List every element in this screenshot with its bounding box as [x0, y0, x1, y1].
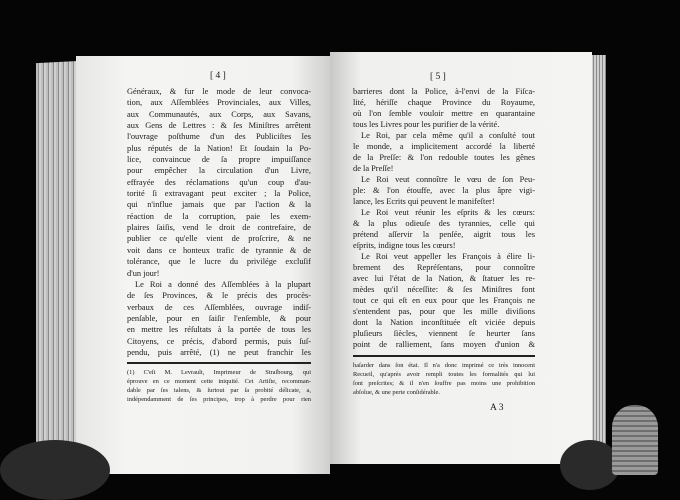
page-body [127, 86, 311, 358]
text-line: mèdes qu'il néceſſite: & ſes Miniſtres font [353, 285, 535, 294]
text-line: Le Roi veut connoître le vœu de ſon Peu- [361, 175, 535, 184]
text-line: Le Roi veut appeller les François à élire li- [361, 252, 535, 261]
text-line: Généraux, & fur le mode de leur convoca- [127, 87, 311, 96]
page-body [353, 86, 535, 350]
text-line: de la Preſſe: & l'on redouble toutes les gênes [353, 153, 535, 162]
text-line: s'entendent pas, pour que les mille diviſions [353, 307, 535, 316]
text-line: où l'on ſemble vouloir mettre en quarantaine [353, 109, 535, 118]
text-line: tion, aux Aſſemblées Provinciales, aux Villes, [127, 98, 311, 108]
footnote-rule [127, 362, 311, 364]
text-line: tout ce qui eſt en eux pour que les François ne [353, 296, 535, 305]
text-line: torité ſi extravagant peut exciter ; la Police, [127, 189, 311, 199]
text-line: plaires ſaiſis, vend le droit de contrefaire, de [127, 223, 311, 233]
text-line: Le Roi a donné des Aſſemblées à la plupart [135, 279, 311, 289]
text-line: effrayée des réclamations qu'un coup d'au- [127, 177, 311, 187]
text-line: penſable, pour en ſaiſir l'enſemble, & pour [127, 313, 311, 323]
text-line: prétend aſſervir la penſée, aigrit tous les [353, 230, 535, 239]
text-line: de la Preſſe! [353, 164, 394, 173]
text-line: réaction de la corruption, paie les exem- [127, 211, 311, 221]
footnote [353, 361, 535, 397]
text-line: & la plus odieuſe des tyrannies, celle qui [353, 219, 535, 228]
footnote [127, 368, 311, 404]
text-line: lité, hériſſe chaque Province du Royaume, [353, 98, 535, 107]
page-number: [ 4 ] [210, 71, 226, 81]
hand-left [0, 440, 110, 500]
footnote-line: Recueil, qu'après avoir rempli toutes les formalités qui lui [353, 371, 535, 378]
text-line: avec lui l'état de la Nation, & ſtatuer les re- [353, 274, 535, 283]
text-line: Le Roi veut réunir les eſprits & les cœurs: [361, 208, 535, 217]
text-line: qui n'influe jamais que par l'action & la [127, 200, 311, 210]
text-line: barrieres dont la Police, à-l'envi de la Fiſca- [353, 87, 535, 96]
text-line: aux Communautés, aux Corps, aux Savans, [127, 109, 311, 119]
text-line: pluſieurs ſiècles, viennent ſe heurter ſans [353, 329, 535, 338]
text-line: le monde, a implicitement accordé la liberté [353, 142, 535, 151]
text-line: l'ouvrage poſthume d'un des Publiciſtes les [127, 132, 311, 142]
text-line: publier ce qu'elle vient de proſcrire, & ne [127, 234, 311, 244]
footnote-line: dable par ſes talens, & ſurtout par ſa probité délicate, a, [127, 387, 311, 394]
footnote-line: indépendamment de ſes principes, trop à perdre pour rien [127, 396, 311, 403]
text-line: en mettre les réſultats à la portée de tous les [127, 325, 311, 335]
footnote-line: éprouve en ce moment cette iniquité. Cet Artiſte, recomman- [127, 378, 311, 385]
text-line: Citoyens, ce précis, d'abord permis, puis ſuſ- [127, 336, 311, 346]
page-edges-left [36, 61, 80, 473]
footnote-line: abſolue, & une perte conſidérable. [353, 389, 440, 396]
text-line: lance, les Ecrits qui peuvent le manifeſter! [353, 197, 495, 206]
signature-mark: A 3 [490, 403, 504, 413]
text-line: d'un jour! [127, 268, 160, 278]
text-line: dont la Nation inconſtituée eſt viciée depuis [353, 318, 535, 327]
hand-right [560, 440, 620, 490]
text-line: lice, convaincue de ſa propre impuiſſance [127, 155, 311, 165]
footnote-line: haſarder dans ſon état. Il n'a donc imprimé ce très innocent [353, 362, 535, 369]
text-line: Le Roi, par cela même qu'il a conſulté tout [361, 131, 535, 140]
thimble-finger [612, 405, 658, 475]
text-line: aux Gens de Lettres : & ſes Miniſtres arrêtent [127, 121, 311, 131]
text-line: de ſes Provinces, & le précis des procès- [127, 291, 311, 301]
left-page [76, 56, 330, 474]
text-line: verbaux de ces Aſſemblées, ouvrage indiſ- [127, 302, 311, 312]
text-line: eſprits, indigne tous les cœurs! [353, 241, 456, 250]
page-number: [ 5 ] [430, 72, 446, 82]
footnote-rule [353, 355, 535, 357]
right-page [330, 52, 592, 464]
text-line: point de ralliement, ſans moyen d'union & [353, 340, 535, 349]
text-line: tous les Livres pour les purifier de la vérité. [353, 120, 500, 129]
text-line: plus réputés de la Nation! Et ſoudain la Po- [127, 143, 311, 153]
footnote-line: ſont preſcrites; & il n'en ſouffre pas moins une prohibition [353, 380, 535, 387]
text-line: pendu, puis arrêté, (1) ne peut franchir les [127, 347, 311, 357]
footnote-line: (1) C'eſt M. Levrault, Imprimeur de Straſbourg, qui [127, 369, 311, 376]
text-line: voit dans ce honteux trafic de tyrannie & de [127, 245, 311, 255]
text-line: brement des Repréſentans, pour connoître [353, 263, 535, 272]
text-line: pour empêcher la circulation d'un Livre, [127, 166, 311, 176]
text-line: tolérance, que le lucre du privilége excluſif [127, 257, 311, 267]
text-line: ple: & l'on étouffe, avec la plus âpre vigi- [353, 186, 535, 195]
